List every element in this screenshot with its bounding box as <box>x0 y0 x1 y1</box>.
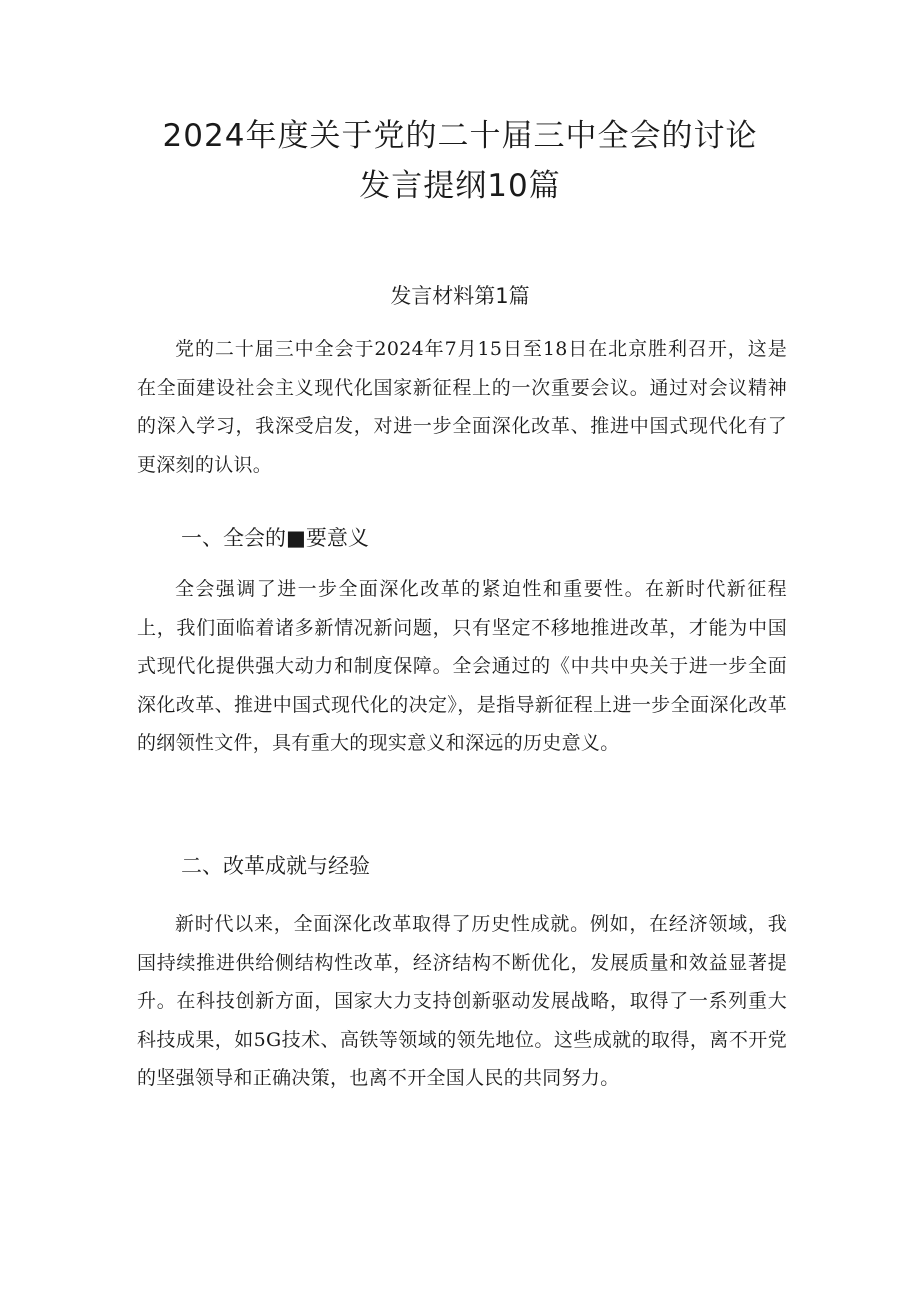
paragraph-significance: 全会强调了进一步全面深化改革的紧迫性和重要性。在新时代新征程上，我们面临着诸多新情况新问题，只有坚定不移地推进改革，才能为中国式现代化提供强大动力和制度保障。全会通过的《中共中央关于进一步全面深化改革、推进中国式现代化的决定》，是指导新征程上进一步全面深化改革的纲领性文件，具有重大的现实意义和深远的历史意义。 <box>137 578 787 754</box>
section-heading-1: 一、全会的■要意义 <box>181 526 369 550</box>
document-title-line2: 发言提纲10篇 <box>359 168 561 204</box>
chapter-title: 发言材料第1篇 <box>390 284 530 308</box>
document-title-line1: 2024年度关于党的二十届三中全会的讨论 <box>162 118 758 154</box>
paragraph-intro: 党的二十届三中全会于2024年7月15日至18日在北京胜利召开，这是在全面建设社会主义现代化国家新征程上的一次重要会议。通过对会议精神的深入学习，我深受启发，对进一步全面深化改革、推进中国式现代化有了更深刻的认识。 <box>137 338 787 476</box>
section-heading-2: 二、改革成就与经验 <box>181 854 370 878</box>
paragraph-achievements: 新时代以来，全面深化改革取得了历史性成就。例如，在经济领域，我国持续推进供给侧结构性改革，经济结构不断优化，发展质量和效益显著提升。在科技创新方面，国家大力支持创新驱动发展战略，取得了一系列重大科技成果，如5G技术、高铁等领域的领先地位。这些成就的取得，离不开党的坚强领导和正确决策，也离不开全国人民的共同努力。 <box>137 913 787 1089</box>
